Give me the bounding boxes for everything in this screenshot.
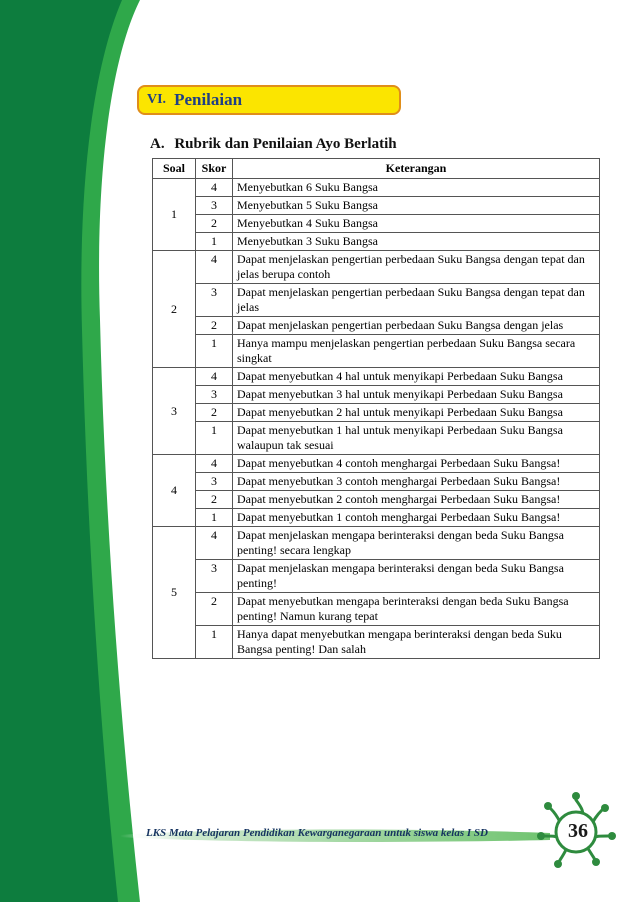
table-header-row (153, 159, 600, 179)
keterangan-cell: Dapat menyebutkan 1 contoh menghargai Perbedaan Suku Bangsa! (233, 509, 600, 527)
green-sidebar-decoration (0, 0, 160, 902)
keterangan-cell: Dapat menyebutkan 4 hal untuk menyikapi Perbedaan Suku Bangsa (233, 368, 600, 386)
rubric-table-body (153, 179, 600, 659)
skor-cell: 3 (196, 560, 233, 593)
keterangan-cell: Menyebutkan 5 Suku Bangsa (233, 197, 600, 215)
table-row (153, 368, 600, 386)
table-row (153, 386, 600, 404)
table-row (153, 284, 600, 317)
header-skor: Skor (196, 159, 233, 179)
table-row (153, 179, 600, 197)
subsection-heading (150, 136, 397, 153)
keterangan-cell: Hanya dapat menyebutkan mengapa berinteraksi dengan beda Suku Bangsa penting! Dan salah (233, 626, 600, 659)
soal-cell: 4 (153, 455, 196, 527)
table-row (153, 560, 600, 593)
skor-cell: 2 (196, 317, 233, 335)
skor-cell: 4 (196, 179, 233, 197)
skor-cell: 2 (196, 404, 233, 422)
skor-cell: 1 (196, 509, 233, 527)
table-row (153, 317, 600, 335)
soal-cell: 5 (153, 527, 196, 659)
skor-cell: 4 (196, 368, 233, 386)
table-row (153, 626, 600, 659)
skor-cell: 2 (196, 593, 233, 626)
keterangan-cell: Dapat menyebutkan mengapa berinteraksi dengan beda Suku Bangsa penting! Namun kurang tepat (233, 593, 600, 626)
table-row (153, 527, 600, 560)
table-row (153, 509, 600, 527)
table-row (153, 593, 600, 626)
keterangan-cell: Menyebutkan 4 Suku Bangsa (233, 215, 600, 233)
keterangan-cell: Dapat menyebutkan 4 contoh menghargai Perbedaan Suku Bangsa! (233, 455, 600, 473)
skor-cell: 1 (196, 335, 233, 368)
table-row (153, 404, 600, 422)
keterangan-cell: Dapat menyebutkan 3 contoh menghargai Perbedaan Suku Bangsa! (233, 473, 600, 491)
header-soal: Soal (153, 159, 196, 179)
keterangan-cell: Dapat menjelaskan mengapa berinteraksi dengan beda Suku Bangsa penting! secara lengkap (233, 527, 600, 560)
footer-text: LKS Mata Pelajaran Pendidikan Kewarganegaraan untuk siswa kelas I SD (146, 827, 488, 839)
skor-cell: 3 (196, 197, 233, 215)
keterangan-cell: Dapat menyebutkan 2 hal untuk menyikapi Perbedaan Suku Bangsa (233, 404, 600, 422)
section-number: VI. (147, 92, 167, 107)
page-number: 36 (568, 820, 588, 842)
skor-cell: 4 (196, 251, 233, 284)
skor-cell: 4 (196, 455, 233, 473)
table-row (153, 491, 600, 509)
keterangan-cell: Dapat menjelaskan pengertian perbedaan Suku Bangsa dengan jelas (233, 317, 600, 335)
skor-cell: 3 (196, 386, 233, 404)
soal-cell: 1 (153, 179, 196, 251)
keterangan-cell: Dapat menjelaskan pengertian perbedaan Suku Bangsa dengan tepat dan jelas berupa contoh (233, 251, 600, 284)
subsection-title: Rubrik dan Penilaian Ayo Berlatih (174, 136, 397, 152)
skor-cell: 3 (196, 473, 233, 491)
skor-cell: 1 (196, 626, 233, 659)
table-row (153, 335, 600, 368)
table-row (153, 473, 600, 491)
table-row (153, 455, 600, 473)
subsection-letter: A. (150, 136, 165, 152)
keterangan-cell: Menyebutkan 6 Suku Bangsa (233, 179, 600, 197)
table-row (153, 233, 600, 251)
keterangan-cell: Dapat menjelaskan mengapa berinteraksi dengan beda Suku Bangsa penting! (233, 560, 600, 593)
keterangan-cell: Dapat menyebutkan 2 contoh menghargai Perbedaan Suku Bangsa! (233, 491, 600, 509)
skor-cell: 1 (196, 233, 233, 251)
soal-cell: 2 (153, 251, 196, 368)
header-keterangan: Keterangan (233, 159, 600, 179)
table-row (153, 215, 600, 233)
skor-cell: 2 (196, 491, 233, 509)
table-row (153, 197, 600, 215)
keterangan-cell: Hanya mampu menjelaskan pengertian perbedaan Suku Bangsa secara singkat (233, 335, 600, 368)
section-header-box (137, 85, 401, 115)
skor-cell: 1 (196, 422, 233, 455)
section-title: Penilaian (174, 90, 243, 109)
table-row (153, 251, 600, 284)
skor-cell: 3 (196, 284, 233, 317)
keterangan-cell: Dapat menyebutkan 1 hal untuk menyikapi Perbedaan Suku Bangsa walaupun tak sesuai (233, 422, 600, 455)
table-row (153, 422, 600, 455)
soal-cell: 3 (153, 368, 196, 455)
rubric-table (152, 158, 600, 659)
keterangan-cell: Dapat menjelaskan pengertian perbedaan Suku Bangsa dengan tepat dan jelas (233, 284, 600, 317)
keterangan-cell: Dapat menyebutkan 3 hal untuk menyikapi Perbedaan Suku Bangsa (233, 386, 600, 404)
skor-cell: 2 (196, 215, 233, 233)
keterangan-cell: Menyebutkan 3 Suku Bangsa (233, 233, 600, 251)
skor-cell: 4 (196, 527, 233, 560)
